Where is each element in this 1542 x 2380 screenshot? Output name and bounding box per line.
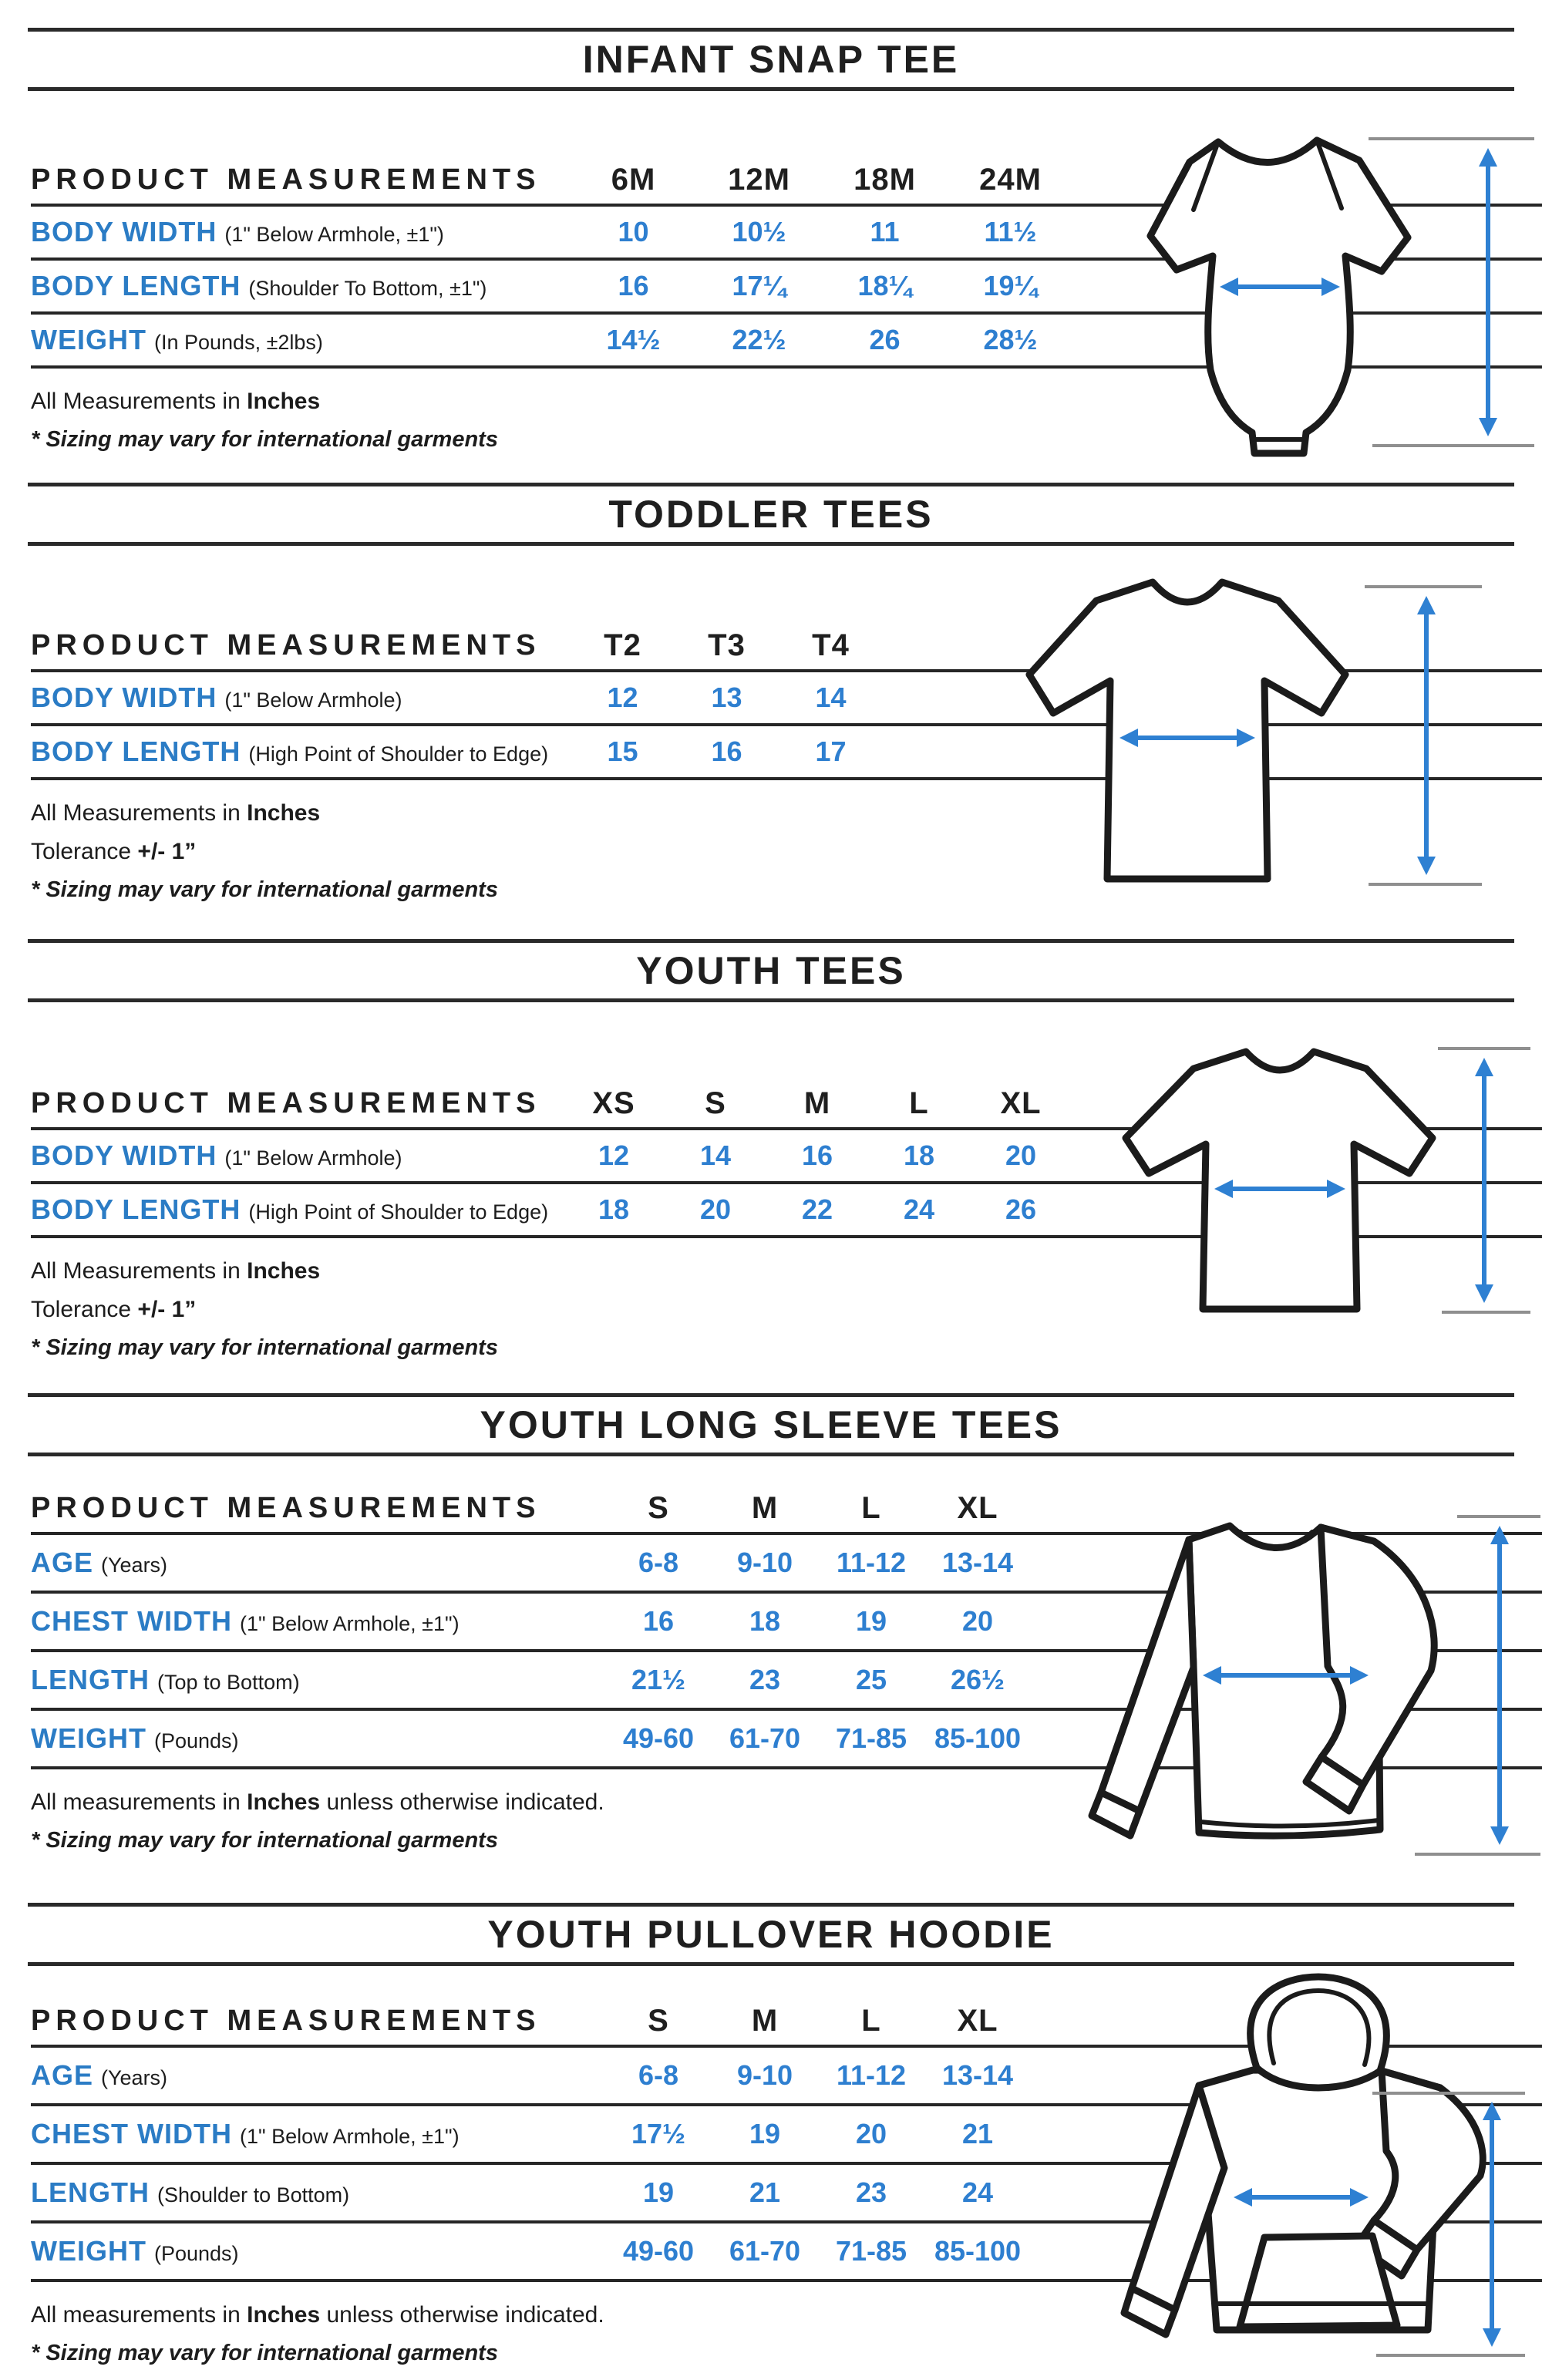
cell-value: 19: [642, 2176, 675, 2208]
note-measurements: All measurements in Inches unless otherwise indicated.: [31, 1789, 604, 1815]
row-label: BODY WIDTH: [31, 682, 217, 713]
cell-value: 20: [961, 1605, 994, 1637]
cell-value: 71-85: [835, 1722, 907, 1754]
cell-value: 28½: [983, 324, 1038, 355]
cell-value: 11-12: [836, 2059, 907, 2091]
note-sizing: * Sizing may vary for international garments: [31, 877, 498, 902]
column-header: L: [909, 1086, 929, 1120]
cell-value: 17¼: [732, 270, 786, 301]
row-note: (Pounds): [153, 2242, 239, 2265]
cell-value: 26: [1005, 1193, 1037, 1225]
cell-value: 21½: [631, 1664, 686, 1695]
row-note: (1" Below Armhole, ±1"): [239, 2125, 460, 2148]
cell-value: 18¼: [857, 270, 912, 301]
column-header: T3: [708, 628, 746, 662]
cell-value: 22½: [732, 324, 786, 355]
cell-value: 85-100: [934, 1722, 1022, 1754]
cell-value: 21: [961, 2118, 994, 2149]
column-header: M: [751, 2003, 779, 2038]
section-header-bar: [28, 1393, 1514, 1456]
row-note: (1" Below Armhole, ±1"): [224, 223, 444, 246]
infant-snap-tee-illustration: [1103, 108, 1542, 463]
cell-value: 20: [1005, 1140, 1037, 1171]
section-youth-long-sleeve-tees: [0, 1393, 1542, 1866]
row-label: BODY WIDTH: [31, 1140, 217, 1171]
cell-value: 16: [618, 270, 649, 301]
row-note: (Top to Bottom): [157, 1671, 300, 1694]
table-header-label: PRODUCT MEASUREMENTS: [31, 1086, 541, 1119]
section-title: YOUTH TEES: [636, 949, 906, 992]
cell-value: 23: [855, 2176, 887, 2208]
section-youth-tees: [0, 939, 1542, 1373]
cell-value: 13-14: [941, 1547, 1014, 1578]
cell-value: 10: [618, 216, 649, 247]
table-header-label: PRODUCT MEASUREMENTS: [31, 163, 541, 196]
column-header: L: [861, 2003, 881, 2038]
cell-value: 61-70: [729, 2235, 801, 2267]
column-header: XS: [592, 1086, 635, 1120]
row-label: WEIGHT: [31, 1722, 146, 1754]
cell-value: 24: [903, 1193, 935, 1225]
cell-value: 12: [598, 1140, 630, 1171]
cell-value: 9-10: [736, 2059, 793, 2091]
column-header: S: [648, 2003, 669, 2038]
row-label: LENGTH: [31, 1664, 150, 1695]
column-header: M: [751, 1490, 779, 1525]
column-header: 12M: [728, 162, 790, 197]
cell-value: 20: [699, 1193, 732, 1225]
cell-value: 14: [699, 1140, 732, 1171]
cell-value: 13-14: [941, 2059, 1014, 2091]
note-sizing: * Sizing may vary for international garments: [31, 427, 498, 452]
section-header-bar: [28, 1903, 1514, 1966]
cell-value: 24: [961, 2176, 994, 2208]
section-toddler-tees: [0, 483, 1542, 915]
section-infant-snap-tee: [0, 28, 1542, 465]
note-measurements: All Measurements in Inches: [31, 389, 321, 414]
row-note: (Shoulder To Bottom, ±1"): [248, 277, 487, 300]
row-note: (High Point of Shoulder to Edge): [248, 742, 549, 766]
table-header-label: PRODUCT MEASUREMENTS: [31, 1491, 541, 1524]
row-label: BODY LENGTH: [31, 270, 241, 301]
row-label: CHEST WIDTH: [31, 1605, 232, 1637]
length-arrow-icon: [1415, 1517, 1540, 1854]
cell-value: 11-12: [836, 1547, 907, 1578]
cell-value: 17: [815, 736, 847, 767]
cell-value: 19: [749, 2118, 781, 2149]
column-header: 6M: [611, 162, 656, 197]
cell-value: 25: [855, 1664, 887, 1695]
cell-value: 49-60: [622, 2235, 695, 2267]
cell-value: 14: [815, 682, 847, 713]
youth-long-sleeve-tee-illustration: [1056, 1492, 1542, 1862]
cell-value: 14½: [606, 324, 661, 355]
row-note: (Shoulder to Bottom): [157, 2183, 350, 2207]
toddler-tee-illustration: [995, 551, 1488, 910]
cell-value: 18: [598, 1193, 630, 1225]
row-note: (High Point of Shoulder to Edge): [248, 1200, 549, 1224]
length-arrow-icon: [1365, 587, 1482, 884]
column-header: S: [648, 1490, 669, 1525]
row-label: LENGTH: [31, 2176, 150, 2208]
table-header-label: PRODUCT MEASUREMENTS: [31, 2004, 541, 2037]
column-header: M: [803, 1086, 831, 1120]
section-youth-pullover-hoodie: [0, 1903, 1542, 2378]
cell-value: 17½: [631, 2118, 686, 2149]
note-sizing: * Sizing may vary for international garments: [31, 1335, 498, 1360]
cell-value: 16: [642, 1605, 675, 1637]
cell-value: 11: [870, 216, 900, 247]
row-note: (Years): [101, 1554, 168, 1577]
cell-value: 26: [869, 324, 901, 355]
cell-value: 61-70: [729, 1722, 801, 1754]
cell-value: 85-100: [934, 2235, 1022, 2267]
cell-value: 6-8: [638, 1547, 679, 1578]
column-header: T2: [604, 628, 641, 662]
column-header: XL: [957, 1490, 998, 1525]
row-label: WEIGHT: [31, 324, 146, 355]
row-label: CHEST WIDTH: [31, 2118, 232, 2149]
cell-value: 12: [607, 682, 638, 713]
column-header: S: [705, 1086, 726, 1120]
column-header: XL: [957, 2003, 998, 2038]
row-label: WEIGHT: [31, 2235, 146, 2267]
note-measurements: All Measurements in Inches: [31, 800, 321, 826]
youth-tee-illustration: [1095, 1025, 1534, 1334]
row-label: BODY WIDTH: [31, 216, 217, 247]
column-header: XL: [1000, 1086, 1042, 1120]
cell-value: 15: [607, 736, 638, 767]
row-note: (1" Below Armhole, ±1"): [239, 1612, 460, 1635]
section-header-bar: [28, 939, 1514, 1002]
row-label: AGE: [31, 1547, 94, 1578]
note-tolerance: Tolerance +/- 1”: [31, 839, 197, 864]
cell-value: 13: [711, 682, 742, 713]
section-header-bar: [28, 483, 1514, 546]
row-note: (1" Below Armhole): [224, 1146, 402, 1170]
section-title: TODDLER TEES: [608, 493, 934, 536]
section-title: YOUTH LONG SLEEVE TEES: [480, 1403, 1062, 1446]
row-note: (Pounds): [153, 1729, 239, 1752]
cell-value: 20: [855, 2118, 887, 2149]
section-title: INFANT SNAP TEE: [582, 38, 960, 81]
cell-value: 19: [855, 1605, 887, 1637]
cell-value: 10½: [732, 216, 786, 247]
cell-value: 6-8: [638, 2059, 679, 2091]
section-title: YOUTH PULLOVER HOODIE: [487, 1913, 1055, 1956]
cell-value: 16: [711, 736, 742, 767]
cell-value: 18: [749, 1605, 781, 1637]
cell-value: 21: [749, 2176, 781, 2208]
column-header: L: [861, 1490, 881, 1525]
youth-pullover-hoodie-illustration: [1103, 1966, 1534, 2378]
table-header-label: PRODUCT MEASUREMENTS: [31, 628, 541, 661]
cell-value: 71-85: [835, 2235, 907, 2267]
note-measurements: All measurements in Inches unless otherwise indicated.: [31, 2302, 604, 2328]
note-measurements: All Measurements in Inches: [31, 1258, 321, 1284]
column-header: T4: [812, 628, 850, 662]
cell-value: 11½: [984, 216, 1037, 247]
cell-value: 22: [801, 1193, 833, 1225]
row-label: BODY LENGTH: [31, 1193, 241, 1225]
row-note: (In Pounds, ±2lbs): [153, 331, 323, 354]
cell-value: 19¼: [983, 270, 1038, 301]
column-header: 18M: [853, 162, 916, 197]
note-tolerance: Tolerance +/- 1”: [31, 1297, 197, 1322]
row-note: (Years): [101, 2066, 168, 2089]
cell-value: 9-10: [736, 1547, 793, 1578]
cell-value: 26½: [950, 1664, 1005, 1695]
length-arrow-icon: [1369, 139, 1534, 446]
length-arrow-icon: [1438, 1049, 1530, 1312]
section-header-bar: [28, 28, 1514, 91]
cell-value: 23: [749, 1664, 781, 1695]
row-label: AGE: [31, 2059, 94, 2091]
note-sizing: * Sizing may vary for international garments: [31, 2341, 498, 2365]
row-note: (1" Below Armhole): [224, 688, 402, 712]
note-sizing: * Sizing may vary for international garments: [31, 1828, 498, 1853]
row-label: BODY LENGTH: [31, 736, 241, 767]
column-header: 24M: [979, 162, 1042, 197]
cell-value: 49-60: [622, 1722, 695, 1754]
cell-value: 16: [801, 1140, 833, 1171]
cell-value: 18: [903, 1140, 935, 1171]
